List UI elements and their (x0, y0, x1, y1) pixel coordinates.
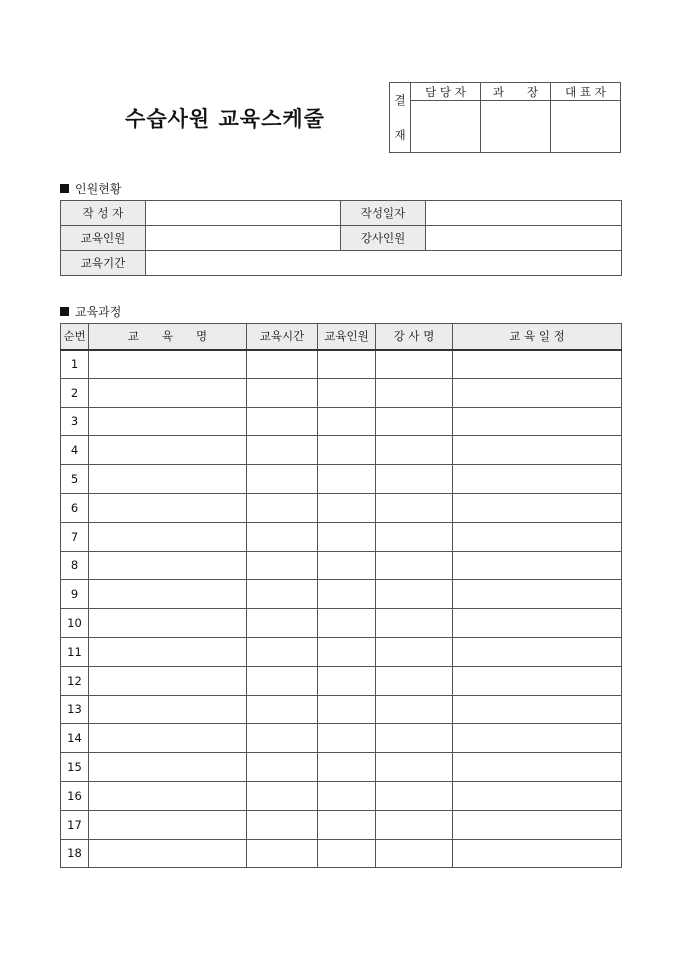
trainees-cell[interactable] (318, 810, 376, 839)
table-row (61, 753, 622, 782)
instructor-cell[interactable] (376, 637, 453, 666)
row-number: 1 (61, 350, 89, 379)
course-section-heading: 교육과정 (60, 303, 121, 320)
approval-header-manager: 담 당 자 (411, 83, 481, 101)
hours-cell[interactable] (247, 407, 318, 436)
table-row (61, 465, 622, 494)
table-row (61, 724, 622, 753)
row-number: 9 (61, 580, 89, 609)
course-name-cell[interactable] (89, 493, 247, 522)
table-row (61, 580, 622, 609)
instructor-cell[interactable] (376, 350, 453, 379)
schedule-cell[interactable] (453, 666, 622, 695)
row-number: 14 (61, 724, 89, 753)
schedule-cell[interactable] (453, 810, 622, 839)
schedule-cell[interactable] (453, 436, 622, 465)
personnel-table (60, 200, 622, 276)
schedule-cell[interactable] (453, 407, 622, 436)
hours-cell[interactable] (247, 551, 318, 580)
training-period-field[interactable] (146, 251, 622, 276)
course-name-cell[interactable] (89, 810, 247, 839)
approval-box (389, 82, 621, 153)
schedule-cell[interactable] (453, 609, 622, 638)
course-name-cell[interactable] (89, 637, 247, 666)
course-name-cell[interactable] (89, 609, 247, 638)
instructor-count-field[interactable] (426, 226, 622, 251)
instructor-cell[interactable] (376, 493, 453, 522)
hours-cell[interactable] (247, 810, 318, 839)
trainees-cell[interactable] (318, 695, 376, 724)
col-header-hours: 교육시간 (247, 324, 318, 350)
row-number: 10 (61, 609, 89, 638)
trainees-cell[interactable] (318, 666, 376, 695)
course-name-cell[interactable] (89, 407, 247, 436)
table-row (61, 637, 622, 666)
col-header-course-name: 교 육 명 (89, 324, 247, 350)
trainees-cell[interactable] (318, 753, 376, 782)
approval-side-label: 결 재 (390, 83, 411, 153)
schedule-cell[interactable] (453, 724, 622, 753)
instructor-cell[interactable] (376, 753, 453, 782)
table-row (61, 350, 622, 379)
hours-cell[interactable] (247, 436, 318, 465)
course-name-cell[interactable] (89, 551, 247, 580)
hours-cell[interactable] (247, 695, 318, 724)
instructor-cell[interactable] (376, 724, 453, 753)
personnel-section-heading: 인원현황 (60, 180, 121, 197)
course-table (60, 323, 622, 868)
table-row (61, 695, 622, 724)
hours-cell[interactable] (247, 522, 318, 551)
table-row (61, 666, 622, 695)
table-row (61, 839, 622, 868)
row-number: 7 (61, 522, 89, 551)
schedule-cell[interactable] (453, 522, 622, 551)
table-row (61, 551, 622, 580)
col-header-number: 순번 (61, 324, 89, 350)
trainees-cell[interactable] (318, 724, 376, 753)
hours-cell[interactable] (247, 493, 318, 522)
trainees-cell[interactable] (318, 551, 376, 580)
approval-sign-manager[interactable] (411, 101, 481, 153)
trainees-cell[interactable] (318, 493, 376, 522)
schedule-cell[interactable] (453, 695, 622, 724)
table-row (61, 436, 622, 465)
date-field[interactable] (426, 201, 622, 226)
course-name-cell[interactable] (89, 695, 247, 724)
table-row (61, 781, 622, 810)
col-header-schedule: 교 육 일 정 (453, 324, 622, 350)
trainees-cell[interactable] (318, 609, 376, 638)
hours-cell[interactable] (247, 753, 318, 782)
table-row (61, 609, 622, 638)
row-number: 11 (61, 637, 89, 666)
row-number: 18 (61, 839, 89, 868)
row-number: 15 (61, 753, 89, 782)
table-row (61, 810, 622, 839)
author-label: 작 성 자 (61, 201, 146, 226)
instructor-cell[interactable] (376, 378, 453, 407)
hours-cell[interactable] (247, 378, 318, 407)
course-name-cell[interactable] (89, 465, 247, 494)
table-row (61, 407, 622, 436)
schedule-cell[interactable] (453, 493, 622, 522)
course-name-cell[interactable] (89, 522, 247, 551)
hours-cell[interactable] (247, 465, 318, 494)
hours-cell[interactable] (247, 609, 318, 638)
trainee-count-field[interactable] (146, 226, 341, 251)
trainees-cell[interactable] (318, 436, 376, 465)
table-row (61, 493, 622, 522)
row-number: 5 (61, 465, 89, 494)
approval-sign-chief[interactable] (481, 101, 551, 153)
instructor-count-label: 강사인원 (341, 226, 426, 251)
course-name-cell[interactable] (89, 839, 247, 868)
author-field[interactable] (146, 201, 341, 226)
hours-cell[interactable] (247, 350, 318, 379)
schedule-cell[interactable] (453, 753, 622, 782)
trainees-cell[interactable] (318, 350, 376, 379)
trainees-cell[interactable] (318, 407, 376, 436)
approval-header-ceo: 대 표 자 (551, 83, 621, 101)
col-header-trainees: 교육인원 (318, 324, 376, 350)
trainees-cell[interactable] (318, 378, 376, 407)
trainees-cell[interactable] (318, 637, 376, 666)
trainees-cell[interactable] (318, 839, 376, 868)
instructor-cell[interactable] (376, 522, 453, 551)
course-name-cell[interactable] (89, 781, 247, 810)
table-row (61, 522, 622, 551)
approval-header-chief: 과 장 (481, 83, 551, 101)
schedule-cell[interactable] (453, 637, 622, 666)
schedule-cell[interactable] (453, 551, 622, 580)
course-name-cell[interactable] (89, 350, 247, 379)
row-number: 17 (61, 810, 89, 839)
hours-cell[interactable] (247, 637, 318, 666)
course-name-cell[interactable] (89, 436, 247, 465)
hours-cell[interactable] (247, 781, 318, 810)
course-name-cell[interactable] (89, 580, 247, 609)
approval-sign-ceo[interactable] (551, 101, 621, 153)
square-bullet-icon (60, 307, 69, 316)
square-bullet-icon (60, 184, 69, 193)
instructor-cell[interactable] (376, 436, 453, 465)
instructor-cell[interactable] (376, 609, 453, 638)
schedule-cell[interactable] (453, 839, 622, 868)
row-number: 16 (61, 781, 89, 810)
trainees-cell[interactable] (318, 580, 376, 609)
course-name-cell[interactable] (89, 666, 247, 695)
instructor-cell[interactable] (376, 810, 453, 839)
col-header-instructor: 강 사 명 (376, 324, 453, 350)
hours-cell[interactable] (247, 580, 318, 609)
trainees-cell[interactable] (318, 465, 376, 494)
hours-cell[interactable] (247, 839, 318, 868)
course-name-cell[interactable] (89, 724, 247, 753)
table-row (61, 378, 622, 407)
schedule-cell[interactable] (453, 781, 622, 810)
instructor-cell[interactable] (376, 666, 453, 695)
instructor-cell[interactable] (376, 695, 453, 724)
row-number: 13 (61, 695, 89, 724)
instructor-cell[interactable] (376, 465, 453, 494)
date-label: 작성일자 (341, 201, 426, 226)
hours-cell[interactable] (247, 666, 318, 695)
instructor-cell[interactable] (376, 407, 453, 436)
trainees-cell[interactable] (318, 522, 376, 551)
row-number: 4 (61, 436, 89, 465)
schedule-cell[interactable] (453, 465, 622, 494)
row-number: 3 (61, 407, 89, 436)
row-number: 8 (61, 551, 89, 580)
trainees-cell[interactable] (318, 781, 376, 810)
page-title: 수습사원 교육스케줄 (125, 107, 325, 131)
instructor-cell[interactable] (376, 839, 453, 868)
instructor-cell[interactable] (376, 551, 453, 580)
schedule-cell[interactable] (453, 378, 622, 407)
course-name-cell[interactable] (89, 378, 247, 407)
row-number: 2 (61, 378, 89, 407)
instructor-cell[interactable] (376, 781, 453, 810)
row-number: 6 (61, 493, 89, 522)
row-number: 12 (61, 666, 89, 695)
schedule-cell[interactable] (453, 350, 622, 379)
hours-cell[interactable] (247, 724, 318, 753)
course-name-cell[interactable] (89, 753, 247, 782)
instructor-cell[interactable] (376, 580, 453, 609)
training-period-label: 교육기간 (61, 251, 146, 276)
trainee-count-label: 교육인원 (61, 226, 146, 251)
schedule-cell[interactable] (453, 580, 622, 609)
